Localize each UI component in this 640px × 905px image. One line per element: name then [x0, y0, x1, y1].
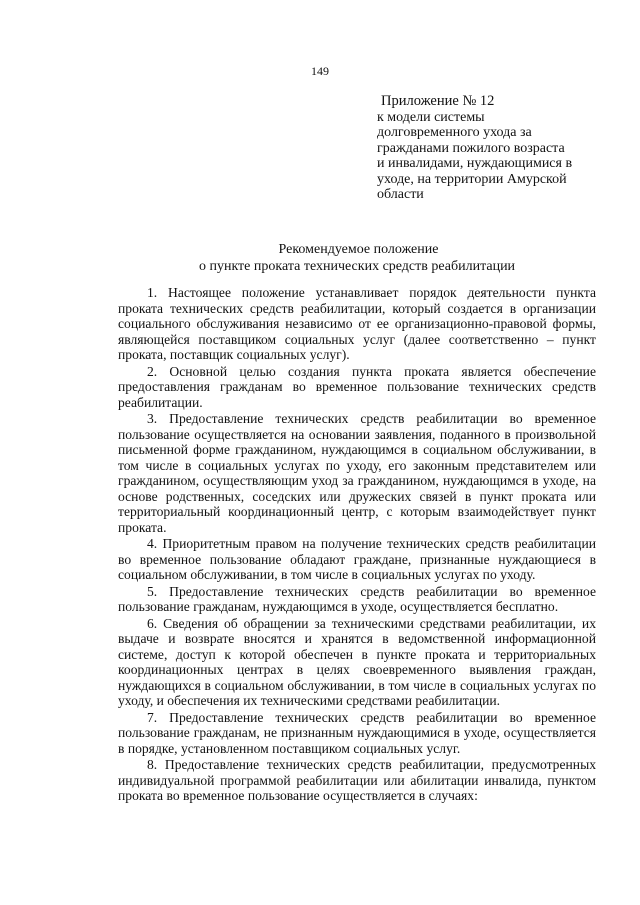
appendix-line: уходе, на территории Амурской: [377, 171, 567, 187]
appendix-line: области: [377, 187, 424, 202]
paragraph-1: 1. Настоящее положение устанавливает порядок деятельности пункта проката технических средств реабилитации, который создается в организации социального обслуживания независимо от ее организационно-правовой формы, являющейся поставщиком социальных услуг (далее соответственно – пункт проката, поставщик социальных услуг).: [118, 285, 596, 362]
paragraph-8: 8. Предоставление технических средств реабилитации, предусмотренных индивидуальной программой реабилитации или абилитации инвалида, пунктом проката во временное пользование осуществляется в случаях:: [118, 757, 596, 803]
paragraph-6: 6. Сведения об обращении за техническими средствами реабилитации, их выдаче и возврате вносятся и хранятся в ведомственной информационной системе, доступ к которой обеспечен в пункте проката и территориальных координационных центрах в целях своевременного выявления граждан, нуждающихся в социальном обслуживании, в том числе в социальных услугах по уходу, и обеспечения их техническими средствами реабилитации.: [118, 615, 596, 708]
appendix-line: к модели системы: [377, 109, 485, 125]
appendix-line: долговременного ухода за: [377, 125, 532, 140]
appendix-line: и инвалидами, нуждающимися в: [377, 156, 573, 171]
document-title: [0, 241, 640, 275]
title-line-1: Рекомендуемое положение: [278, 242, 439, 257]
paragraph-5: 5. Предоставление технических средств реабилитации во временное пользование гражданам, нуждающимся в уходе, осуществляется бесплатно.: [118, 583, 596, 614]
appendix-line: Приложение № 12: [381, 93, 495, 109]
paragraph-2: 2. Основной целью создания пункта проката является обеспечение предоставления гражданам во временное пользование технических средств реабилитации.: [118, 363, 596, 410]
appendix-line: гражданами пожилого возраста: [377, 140, 565, 156]
page-number: 149: [311, 64, 329, 78]
appendix-block: [377, 94, 617, 203]
document-body: [118, 285, 596, 804]
paragraph-4: 4. Приоритетным правом на получение технических средств реабилитации во временное пользование обладают граждане, признанные нуждающиеся в социальном обслуживании, в том числе в социальных услугах по уходу.: [118, 536, 596, 582]
paragraph-3: 3. Предоставление технических средств реабилитации во временное пользование осуществляется на основании заявления, поданного в произвольной письменной форме гражданином, нуждающимся в социальном обслуживании, в том числе в социальных услугах по уходу, его законным представителем или гражданином, осуществляющим уход за гражданином, нуждающимся в уходе, на основе родственных, соседских или дружеских связей в пункт проката или территориальный координационный центр, с которым взаимодействует пункт проката.: [118, 411, 596, 535]
paragraph-7: 7. Предоставление технических средств реабилитации во временное пользование гражданам, не признанным нуждающимися в уходе, осуществляется в порядке, установленном поставщиком социальных услуг.: [118, 709, 596, 756]
title-line-2: о пункте проката технических средств реабилитации: [198, 259, 516, 274]
